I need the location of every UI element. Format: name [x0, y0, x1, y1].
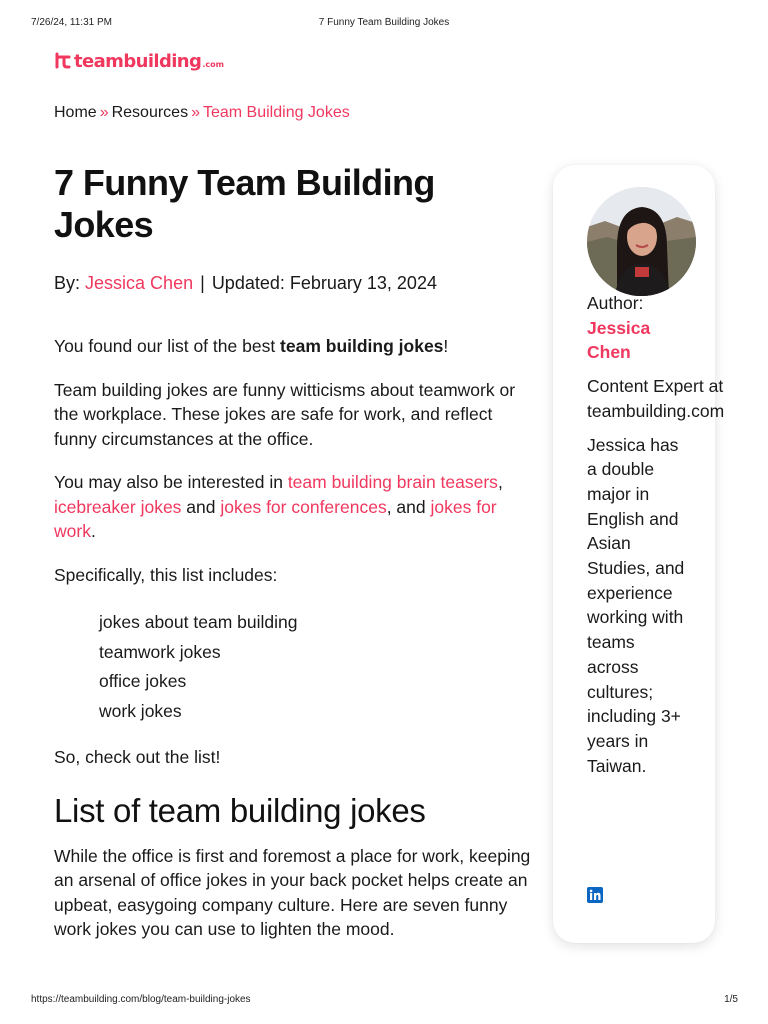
work-jokes-link[interactable]: jokes for work	[54, 496, 497, 541]
print-header	[0, 17, 768, 31]
breadcrumb-current: Team Building Jokes	[202, 104, 350, 121]
breadcrumb-separator: »	[191, 104, 200, 121]
byline-author-link[interactable]: Jessica Chen	[85, 273, 194, 293]
intro-end: !	[443, 336, 449, 356]
section-heading: List of team building jokes	[54, 791, 426, 829]
list-item: jokes about team building	[99, 612, 298, 632]
icebreaker-jokes-link[interactable]: icebreaker jokes	[54, 496, 182, 517]
logo-tld: .com	[202, 60, 224, 69]
print-page-number: 1/5	[724, 994, 738, 1005]
author-bio: Jessica has a double major in English and Asian Studies, and experience working with teams across cultures; including 3+ years in Taiwan.	[587, 434, 685, 776]
intro-paragraph	[54, 334, 532, 359]
breadcrumb-separator: »	[99, 104, 109, 121]
author-card-text	[587, 291, 737, 778]
intro-text: You found our list of the best	[54, 336, 281, 356]
print-footer	[0, 994, 768, 1008]
breadcrumb	[54, 104, 350, 122]
author-name-link[interactable]: Jessica Chen	[587, 317, 651, 363]
list-item: office jokes	[99, 671, 187, 691]
print-url: https://teambuilding.com/blog/team-building-jokes	[31, 994, 251, 1005]
teambuilding-logo-icon	[54, 52, 72, 70]
byline-updated: Updated: February 13, 2024	[211, 273, 437, 293]
byline-separator: |	[200, 273, 205, 293]
related-links-paragraph	[54, 470, 532, 544]
print-title: 7 Funny Team Building Jokes	[318, 17, 450, 28]
list-item: work jokes	[99, 700, 182, 721]
author-role: Content Expert at teambuilding.com	[587, 376, 725, 421]
definition-paragraph: Team building jokes are funny witticisms about teamwork or the workplace. These jokes are safe for work, and reflect funny circumstances at the office.	[54, 379, 516, 449]
author-label: Author:	[587, 293, 644, 313]
list-intro-paragraph: Specifically, this list includes:	[54, 564, 278, 585]
breadcrumb-home[interactable]: Home	[54, 104, 97, 121]
brain-teasers-link[interactable]: team building brain teasers	[287, 472, 498, 492]
logo-wordmark: teambuilding	[74, 50, 202, 72]
byline-label: By:	[54, 273, 81, 293]
section-intro-paragraph: While the office is first and foremost a place for work, keeping an arsenal of office jokes in your back pocket helps create an upbeat, easygoing company culture. Here are seven funny work jokes you can use to lighten the mood.	[54, 845, 531, 939]
related-text: .	[90, 521, 96, 541]
topic-list	[54, 608, 532, 726]
article	[54, 162, 532, 942]
linkedin-icon[interactable]	[587, 887, 603, 903]
related-text: ,	[497, 472, 503, 492]
related-text: You may also be interested in	[54, 472, 288, 492]
checkout-paragraph: So, check out the list!	[54, 747, 221, 767]
conference-jokes-link[interactable]: jokes for conferences	[220, 496, 387, 517]
list-item: teamwork jokes	[99, 641, 221, 662]
byline	[54, 272, 532, 294]
breadcrumb-resources[interactable]: Resources	[111, 104, 189, 121]
intro-bold: team building jokes	[280, 336, 444, 356]
article-title: 7 Funny Team Building Jokes	[54, 162, 435, 245]
related-text: , and	[386, 496, 431, 517]
print-datetime: 7/26/24, 11:31 PM	[31, 17, 112, 28]
site-logo[interactable]	[54, 49, 224, 73]
author-card	[553, 165, 725, 943]
related-text: and	[181, 496, 221, 517]
author-avatar	[587, 187, 696, 296]
